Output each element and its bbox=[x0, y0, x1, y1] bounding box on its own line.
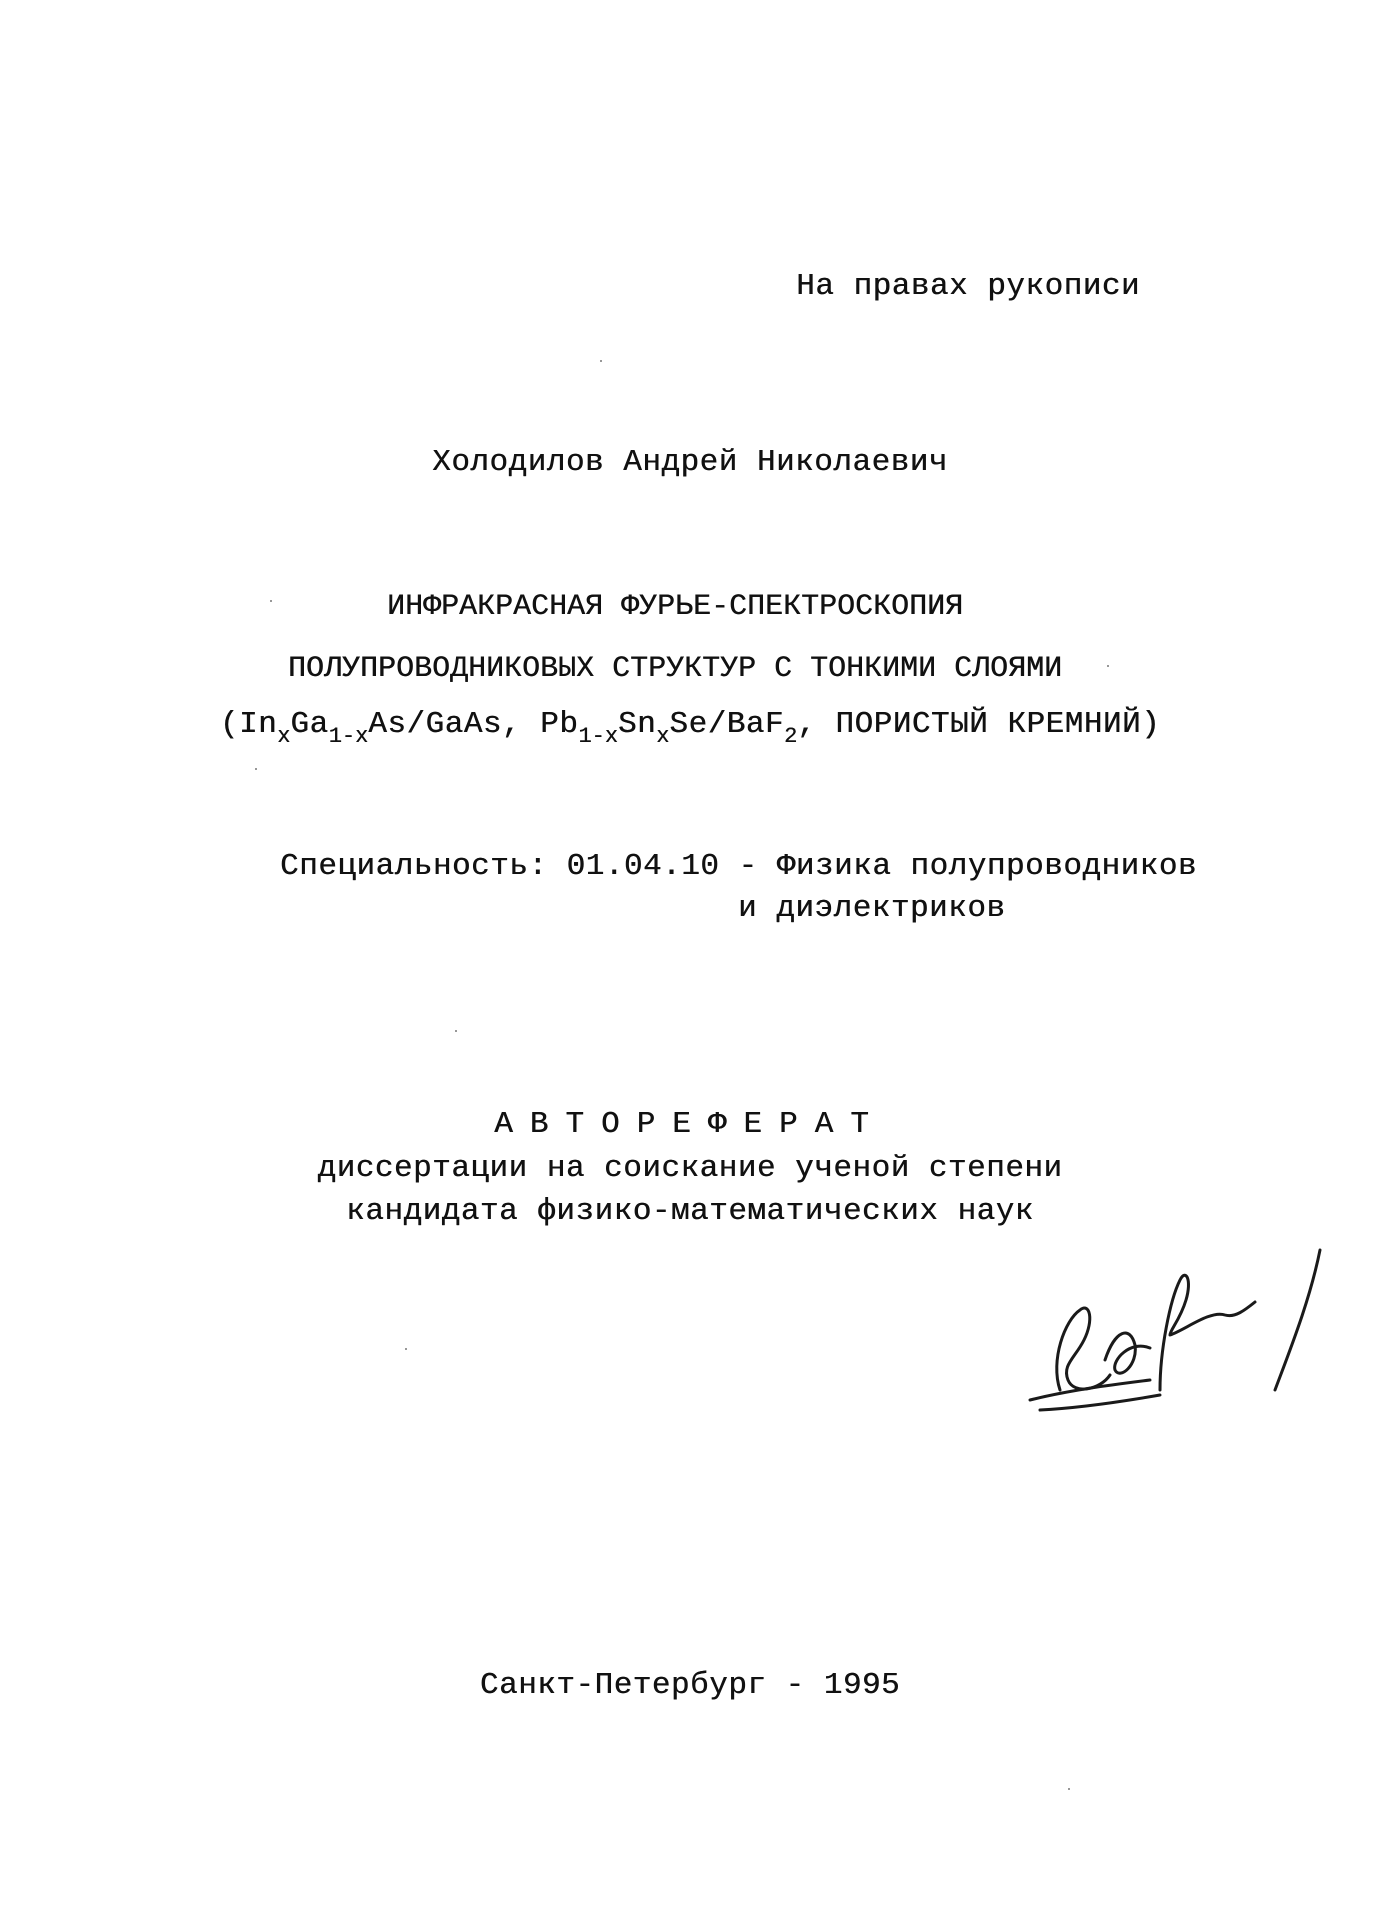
scan-speck bbox=[255, 768, 257, 770]
specialty-line-1: Специальность: 01.04.10 - Физика полупроводников bbox=[280, 849, 1197, 884]
scan-speck bbox=[1107, 665, 1109, 667]
scan-speck bbox=[270, 600, 272, 602]
formula-tail: , ПОРИСТЫЙ КРЕМНИЙ) bbox=[797, 707, 1161, 742]
specialty-line-2: и диэлектриков bbox=[738, 891, 1006, 926]
author-name: Холодилов Андрей Николаевич bbox=[432, 445, 948, 480]
formula-se-baf: Se/BaF bbox=[669, 707, 784, 742]
abstract-heading: АВТОРЕФЕРАТ bbox=[494, 1107, 886, 1142]
scan-speck bbox=[600, 360, 602, 362]
formula-sub-2: 2 bbox=[783, 724, 798, 749]
formula-sn: Sn bbox=[617, 707, 657, 742]
scan-speck bbox=[1068, 1788, 1070, 1790]
scan-speck bbox=[455, 1030, 457, 1032]
handwritten-signature bbox=[1020, 1240, 1340, 1430]
title-line-1: ИНФРАКРАСНАЯ ФУРЬЕ-СПЕКТРОСКОПИЯ bbox=[386, 590, 964, 624]
title-line-2: ПОЛУПРОВОДНИКОВЫХ СТРУКТУР С ТОНКИМИ СЛОЯМИ bbox=[287, 652, 1063, 686]
footer-place-year: Санкт-Петербург - 1995 bbox=[479, 1668, 901, 1703]
abstract-line-1: диссертации на соискание ученой степени bbox=[317, 1151, 1063, 1186]
formula-as-gaas: As/GaAs, Pb bbox=[368, 707, 579, 742]
rights-note: На правах рукописи bbox=[796, 269, 1140, 304]
formula-sub-1-x-pb: 1-x bbox=[578, 724, 618, 749]
formula-sub-x-sn: x bbox=[656, 724, 670, 749]
title-formula-line bbox=[150, 706, 1230, 749]
abstract-line-2: кандидата физико-математических наук bbox=[346, 1194, 1034, 1229]
formula-ga: Ga bbox=[290, 707, 329, 742]
formula-sub-1-x: 1-x bbox=[328, 724, 369, 749]
formula-sub-x: x bbox=[277, 724, 291, 749]
formula-open: (In bbox=[219, 707, 278, 742]
scan-speck bbox=[405, 1348, 407, 1350]
